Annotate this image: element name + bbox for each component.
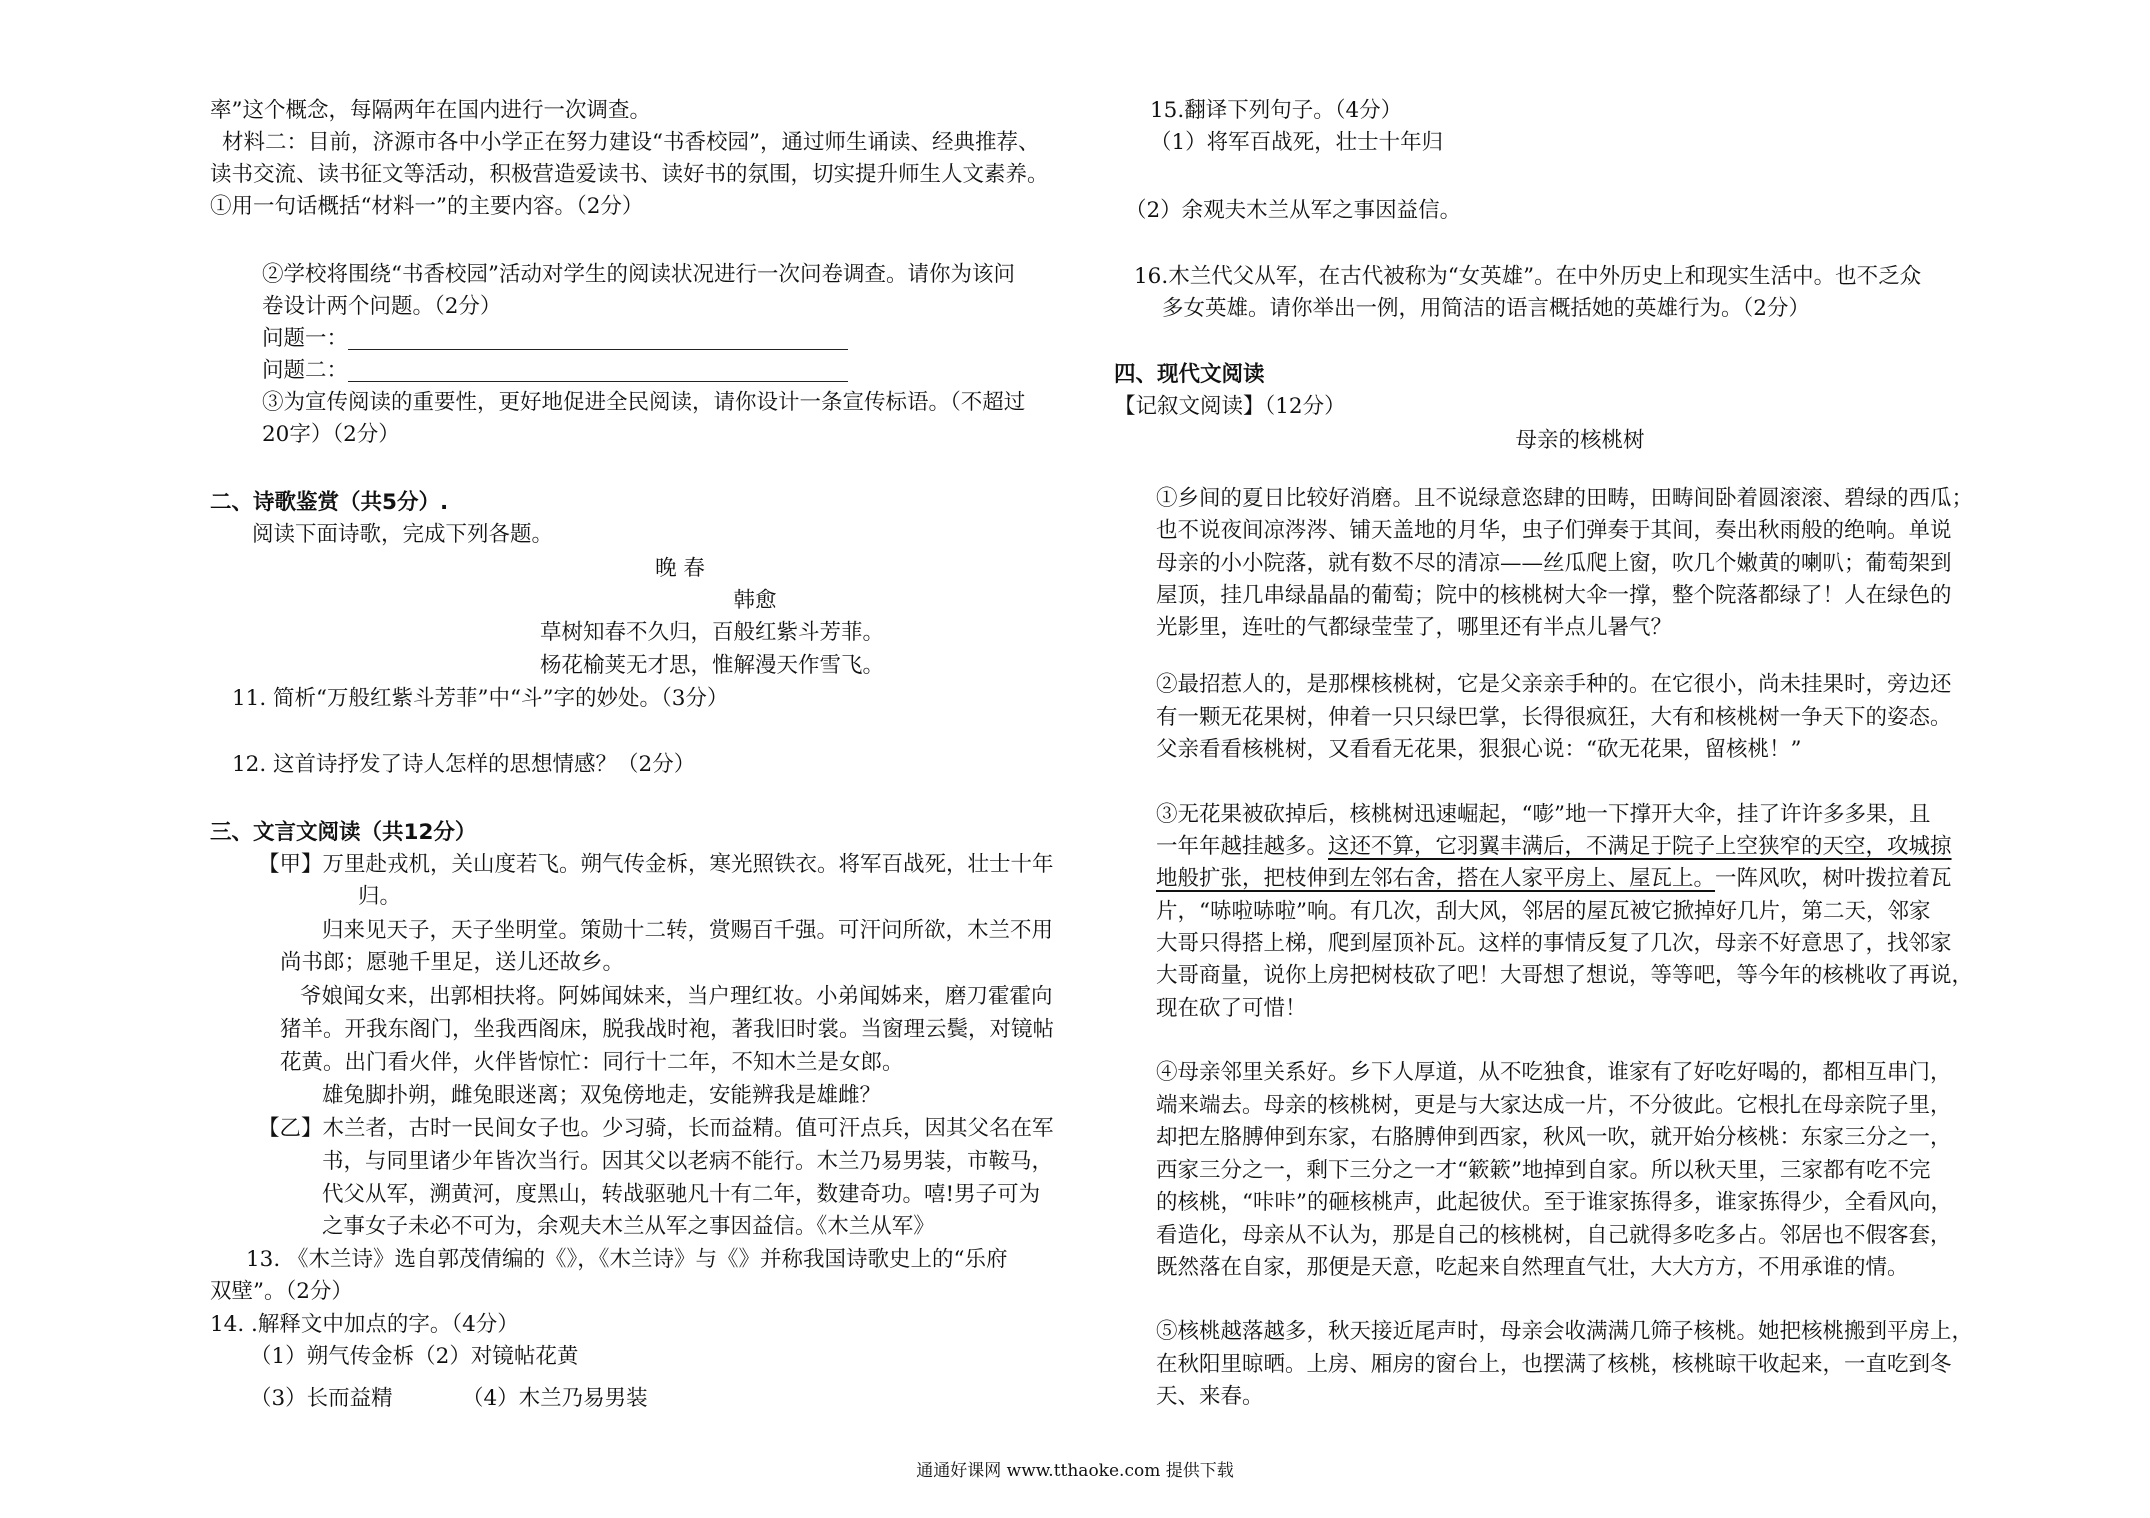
text-line: 归来见天子，天子坐明堂。策勋十二转，赏赐百千强。可汗问所欲，木兰不用 bbox=[322, 918, 1054, 943]
paragraph-line: 的核桃，“咔咔”的砸核桃声，此起彼伏。至于谁家拣得多，谁家拣得少，全看风向， bbox=[1156, 1190, 1952, 1215]
answer-label-2: 问题二： bbox=[262, 358, 349, 383]
paragraph-line: ⑤核桃越落越多，秋天接近尾声时，母亲会收满满几筛子核桃。她把核桃搬到平房上， bbox=[1156, 1319, 1974, 1344]
underlined-span: 这还不算，它羽翼丰满后，不满足于院子上空狭窄的天空，攻城掠 bbox=[1328, 834, 1952, 859]
sub-question: （2）余观夫木兰从军之事因益信。 bbox=[1125, 198, 1462, 223]
answer-label-1: 问题一： bbox=[262, 326, 349, 351]
poem-author: 韩愈 bbox=[733, 588, 777, 613]
text-line: 卷设计两个问题。（2分） bbox=[262, 294, 502, 319]
paragraph-line: 却把左胳膊伸到东家，右胳膊伸到西家，秋风一吹，就开始分核桃：东家三分之一， bbox=[1156, 1125, 1952, 1150]
article-title: 母亲的核桃树 bbox=[1515, 428, 1645, 453]
paragraph-line bbox=[1156, 864, 1952, 894]
paragraph-line: 看造化，母亲从不认为，那是自己的核桃树，自己就得多吃多占。邻居也不假客套， bbox=[1156, 1223, 1952, 1248]
text-line: 20字）（2分） bbox=[262, 422, 400, 447]
paragraph-line: 大哥只得搭上梯，爬到屋顶补瓦。这样的事情反复了几次，母亲不好意思了，找邻家 bbox=[1156, 931, 1952, 956]
poem-line: 草树知春不久归，百般红紫斗芳菲。 bbox=[540, 620, 885, 645]
underlined-span: 地般扩张，把枝伸到左邻右舍，搭在人家平房上、屋瓦上。 bbox=[1156, 866, 1716, 891]
paragraph-line: ①乡间的夏日比较好消磨。且不说绿意恣肆的田畴，田畴间卧着圆滚滚、碧绿的西瓜； bbox=[1156, 486, 1974, 511]
paragraph-line: 大哥商量，说你上房把树枝砍了吧！大哥想了想说，等等吧，等今年的核桃收了再说， bbox=[1156, 963, 1974, 988]
text-line: 猪羊。开我东阁门，坐我西阁床，脱我战时袍，著我旧时裳。当窗理云鬓，对镜帖 bbox=[280, 1017, 1055, 1042]
text-line: 代父从军，溯黄河，度黑山，转战驱驰凡十有二年，数建奇功。嘻!男子可为 bbox=[322, 1182, 1041, 1207]
section-heading-4: 四、现代文阅读 bbox=[1114, 362, 1265, 387]
text-line: 读书交流、读书征文等活动，积极营造爱读书、读好书的氛围，切实提升师生人文素养。 bbox=[210, 162, 1049, 187]
question-14: 14. .解释文中加点的字。（4分） bbox=[210, 1312, 519, 1337]
paragraph-line: 屋顶，挂几串绿晶晶的葡萄；院中的核桃树大伞一撑，整个院落都绿了！人在绿色的 bbox=[1156, 583, 1952, 608]
text-line: 材料二：目前，济源市各中小学正在努力建设“书香校园”，通过师生诵读、经典推荐、 bbox=[222, 130, 1040, 155]
question-12: 12. 这首诗抒发了诗人怎样的思想情感？（2分） bbox=[232, 752, 696, 777]
paragraph-line: 在秋阳里晾晒。上房、厢房的窗台上，也摆满了核桃，核桃晾干收起来，一直吃到冬 bbox=[1156, 1352, 1952, 1377]
text-line: 尚书郎；愿驰千里足，送儿还故乡。 bbox=[280, 950, 625, 975]
sub-question: （3）长而益精 bbox=[250, 1386, 393, 1411]
question-13: 13. 《木兰诗》选自郭茂倩编的《》，《木兰诗》与《》并称我国诗歌史上的“乐府 bbox=[246, 1247, 1008, 1272]
sub-question: （4）木兰乃易男装 bbox=[462, 1386, 648, 1411]
paragraph-line: 现在砍了可惜！ bbox=[1156, 996, 1307, 1021]
plain-span: 一年年越挂越多。 bbox=[1156, 834, 1329, 859]
paragraph-line: 有一颗无花果树，伸着一只只绿巴掌，长得很疯狂，大有和核桃树一争天下的姿态。 bbox=[1156, 705, 1952, 730]
paragraph-line: 西家三分之一，剩下三分之一才“簌簌”地掉到自家。所以秋天里，三家都有吃不完 bbox=[1156, 1158, 1931, 1183]
plain-span: 一阵风吹，树叶拨拉着瓦 bbox=[1715, 866, 1952, 891]
paragraph-line: 光影里，连吐的气都绿莹莹了，哪里还有半点儿暑气？ bbox=[1156, 615, 1673, 640]
question-2: ②学校将围绕“书香校园”活动对学生的阅读状况进行一次问卷调查。请你为该问 bbox=[262, 262, 1015, 287]
paragraph-line: ③无花果被砍掉后，核桃树迅速崛起，“嘭”地一下撑开大伞，挂了许许多多果，且 bbox=[1156, 802, 1931, 827]
paragraph-line: 端来端去。母亲的核桃树，更是与大家达成一片，不分彼此。它根扎在母亲院子里， bbox=[1156, 1093, 1952, 1118]
poem-title: 晚 春 bbox=[655, 556, 705, 581]
paragraph-line: 片，“哧啦哧啦”响。有几次，刮大风，邻居的屋瓦被它掀掉好几片，第二天，邻家 bbox=[1156, 899, 1931, 924]
text-line: 雄兔脚扑朔，雌兔眼迷离；双兔傍地走，安能辨我是雄雌？ bbox=[322, 1083, 882, 1108]
text-line: 率”这个概念，每隔两年在国内进行一次调查。 bbox=[210, 98, 651, 123]
paragraph-line bbox=[1156, 832, 1952, 862]
paragraph-line: ④母亲邻里关系好。乡下人厚道，从不吃独食，谁家有了好吃好喝的，都相互串门， bbox=[1156, 1060, 1952, 1085]
question-3: ③为宣传阅读的重要性，更好地促进全民阅读，请你设计一条宣传标语。（不超过 bbox=[262, 390, 1026, 415]
question-1: ①用一句话概括“材料一”的主要内容。（2分） bbox=[210, 194, 644, 219]
sub-heading: 【记叙文阅读】（12分） bbox=[1114, 394, 1346, 419]
section-heading-2: 二、诗歌鉴赏（共5分）. bbox=[210, 490, 449, 515]
paragraph-line: 母亲的小小院落，就有数不尽的清凉——丝瓜爬上窗，吹几个嫩黄的喇叭；葡萄架到 bbox=[1156, 551, 1952, 576]
text-line: 书，与同里诸少年皆次当行。因其父以老病不能行。木兰乃易男装，市鞍马， bbox=[322, 1149, 1054, 1174]
paragraph-line: 也不说夜间凉涔涔、铺天盖地的月华，虫子们弹奏于其间，奏出秋雨般的绝响。单说 bbox=[1156, 518, 1952, 543]
answer-blank-1[interactable] bbox=[348, 349, 848, 350]
text-line: 爷娘闻女来，出郭相扶将。阿姊闻妹来，当户理红妆。小弟闻姊来，磨刀霍霍向 bbox=[300, 984, 1053, 1009]
section-heading-3: 三、文言文阅读（共12分） bbox=[210, 820, 477, 845]
text-line: 双壁”。（2分） bbox=[210, 1279, 353, 1304]
paragraph-line: 既然落在自家，那便是天意，吃起来自然理直气壮，大大方方，不用承谁的情。 bbox=[1156, 1255, 1909, 1280]
question-15: 15.翻译下列句子。（4分） bbox=[1150, 98, 1403, 123]
paragraph-line: 天、来春。 bbox=[1156, 1384, 1264, 1409]
paragraph-line: ②最招惹人的，是那棵核桃树，它是父亲亲手种的。在它很小，尚未挂果时，旁边还 bbox=[1156, 672, 1952, 697]
paragraph-line: 父亲看看核桃树，又看看无花果，狠狠心说：“砍无花果，留核桃！” bbox=[1156, 737, 1802, 762]
text-line: 多女英雄。请你举出一例，用简洁的语言概括她的英雄行为。（2分） bbox=[1162, 296, 1810, 321]
text-line: 花黄。出门看火伴，火伴皆惊忙：同行十二年，不知木兰是女郎。 bbox=[280, 1050, 904, 1075]
sub-question: （1）将军百战死，壮士十年归 bbox=[1150, 130, 1444, 155]
question-16: 16.木兰代父从军，在古代被称为“女英雄”。在中外历史上和现实生活中。也不乏众 bbox=[1134, 264, 1922, 289]
text-line: 【甲】万里赴戎机，关山度若飞。朔气传金柝，寒光照铁衣。将军百战死，壮士十年 bbox=[258, 852, 1054, 877]
text-line: 【乙】木兰者，古时一民间女子也。少习骑，长而益精。值可汗点兵，因其父名在军 bbox=[258, 1116, 1054, 1141]
sub-question: （1）朔气传金柝（2）对镜帖花黄 bbox=[250, 1344, 579, 1369]
text-line: 之事女子未必不可为，余观夫木兰从军之事因益信。《木兰从军》 bbox=[322, 1214, 935, 1239]
answer-blank-2[interactable] bbox=[348, 381, 848, 382]
text-line: 阅读下面诗歌，完成下列各题。 bbox=[252, 522, 554, 547]
poem-line: 杨花榆荚无才思，惟解漫天作雪飞。 bbox=[540, 653, 885, 678]
text-line: 归。 bbox=[358, 884, 402, 909]
footer-credit: 通通好课网 www.tthaoke.com 提供下载 bbox=[916, 1461, 1234, 1481]
question-11: 11. 简析“万般红紫斗芳菲”中“斗”字的妙处。（3分） bbox=[232, 686, 729, 711]
